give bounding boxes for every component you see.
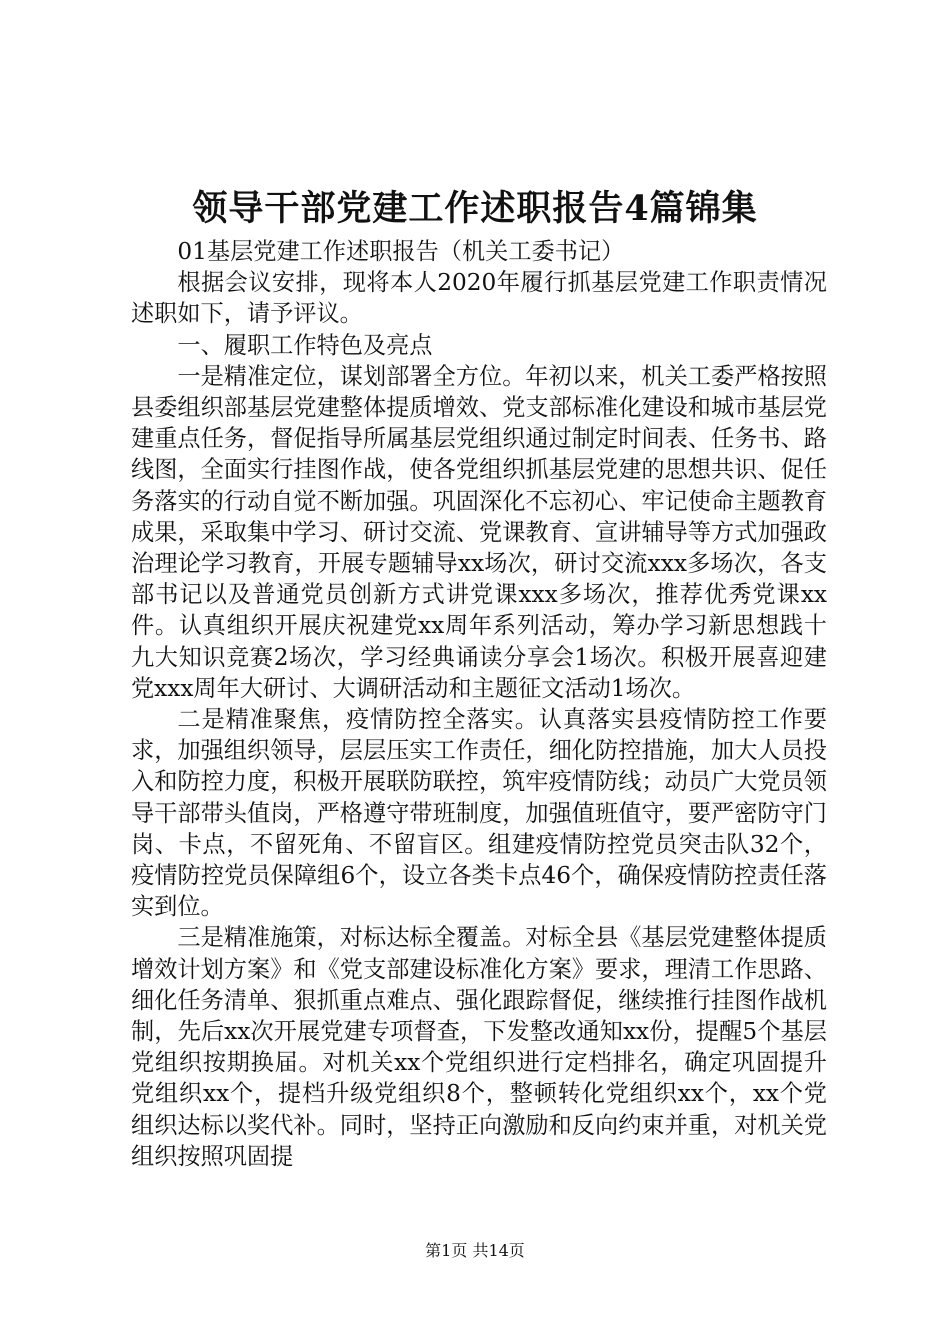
- document-title: 领导干部党建工作述职报告4篇锦集: [192, 188, 758, 229]
- paragraph: 一是精准定位，谋划部署全方位。年初以来，机关工委严格按照县委组织部基层党建整体提质增效、党支部标准化建设和城市基层党建重点任务，督促指导所属基层党组织通过制定时间表、任务书、路线图，全面实行挂图作战，使各党组织抓基层党建的思想共识、促任务落实的行动自觉不断加强。巩固深化不忘初心、牢记使命主题教育成果，采取集中学习、研讨交流、党课教育、宣讲辅导等方式加强政治理论学习教育，开展专题辅导xx场次，研讨交流xxx多场次，各支部书记以及普通党员创新方式讲党课xxx多场次，推荐优秀党课xx件。认真组织开展庆祝建党xx周年系列活动，筹办学习新思想践十九大知识竞赛2场次，学习经典诵读分享会1场次。积极开展喜迎建党xxx周年大研讨、大调研活动和主题征文活动1场次。: [131, 362, 827, 702]
- subsection-heading: 一、履职工作特色及亮点: [177, 331, 433, 359]
- section-heading: 01基层党建工作述职报告（机关工委书记）: [177, 238, 625, 265]
- document-body: [131, 236, 827, 1172]
- paragraph: 根据会议安排，现将本人2020年履行抓基层党建工作职责情况述职如下，请予评议。: [131, 269, 827, 328]
- paragraph: 三是精准施策，对标达标全覆盖。对标全县《基层党建整体提质增效计划方案》和《党支部建设标准化方案》要求，理清工作思路、细化任务清单、狠抓重点难点、强化跟踪督促，继续推行挂图作战机制，先后xx次开展党建专项督查，下发整改通知xx份，提醒5个基层党组织按期换届。对机关xx个党组织进行定档排名，确定巩固提升党组织xx个，提档升级党组织8个，整顿转化党组织xx个，xx个党组织达标以奖代补。同时，坚持正向激励和反向约束并重，对机关党组织按照巩固提: [131, 924, 827, 1170]
- page-number: 第1页 共14页: [425, 1241, 525, 1260]
- paragraph: 二是精准聚焦，疫情防控全落实。认真落实县疫情防控工作要求，加强组织领导，层层压实工作责任，细化防控措施，加大人员投入和防控力度，积极开展联防联控，筑牢疫情防线；动员广大党员领导干部带头值岗，严格遵守带班制度，加强值班值守，要严密防守门岗、卡点，不留死角、不留盲区。组建疫情防控党员突击队32个，疫情防控党员保障组6个，设立各类卡点46个，确保疫情防控责任落实到位。: [131, 706, 827, 921]
